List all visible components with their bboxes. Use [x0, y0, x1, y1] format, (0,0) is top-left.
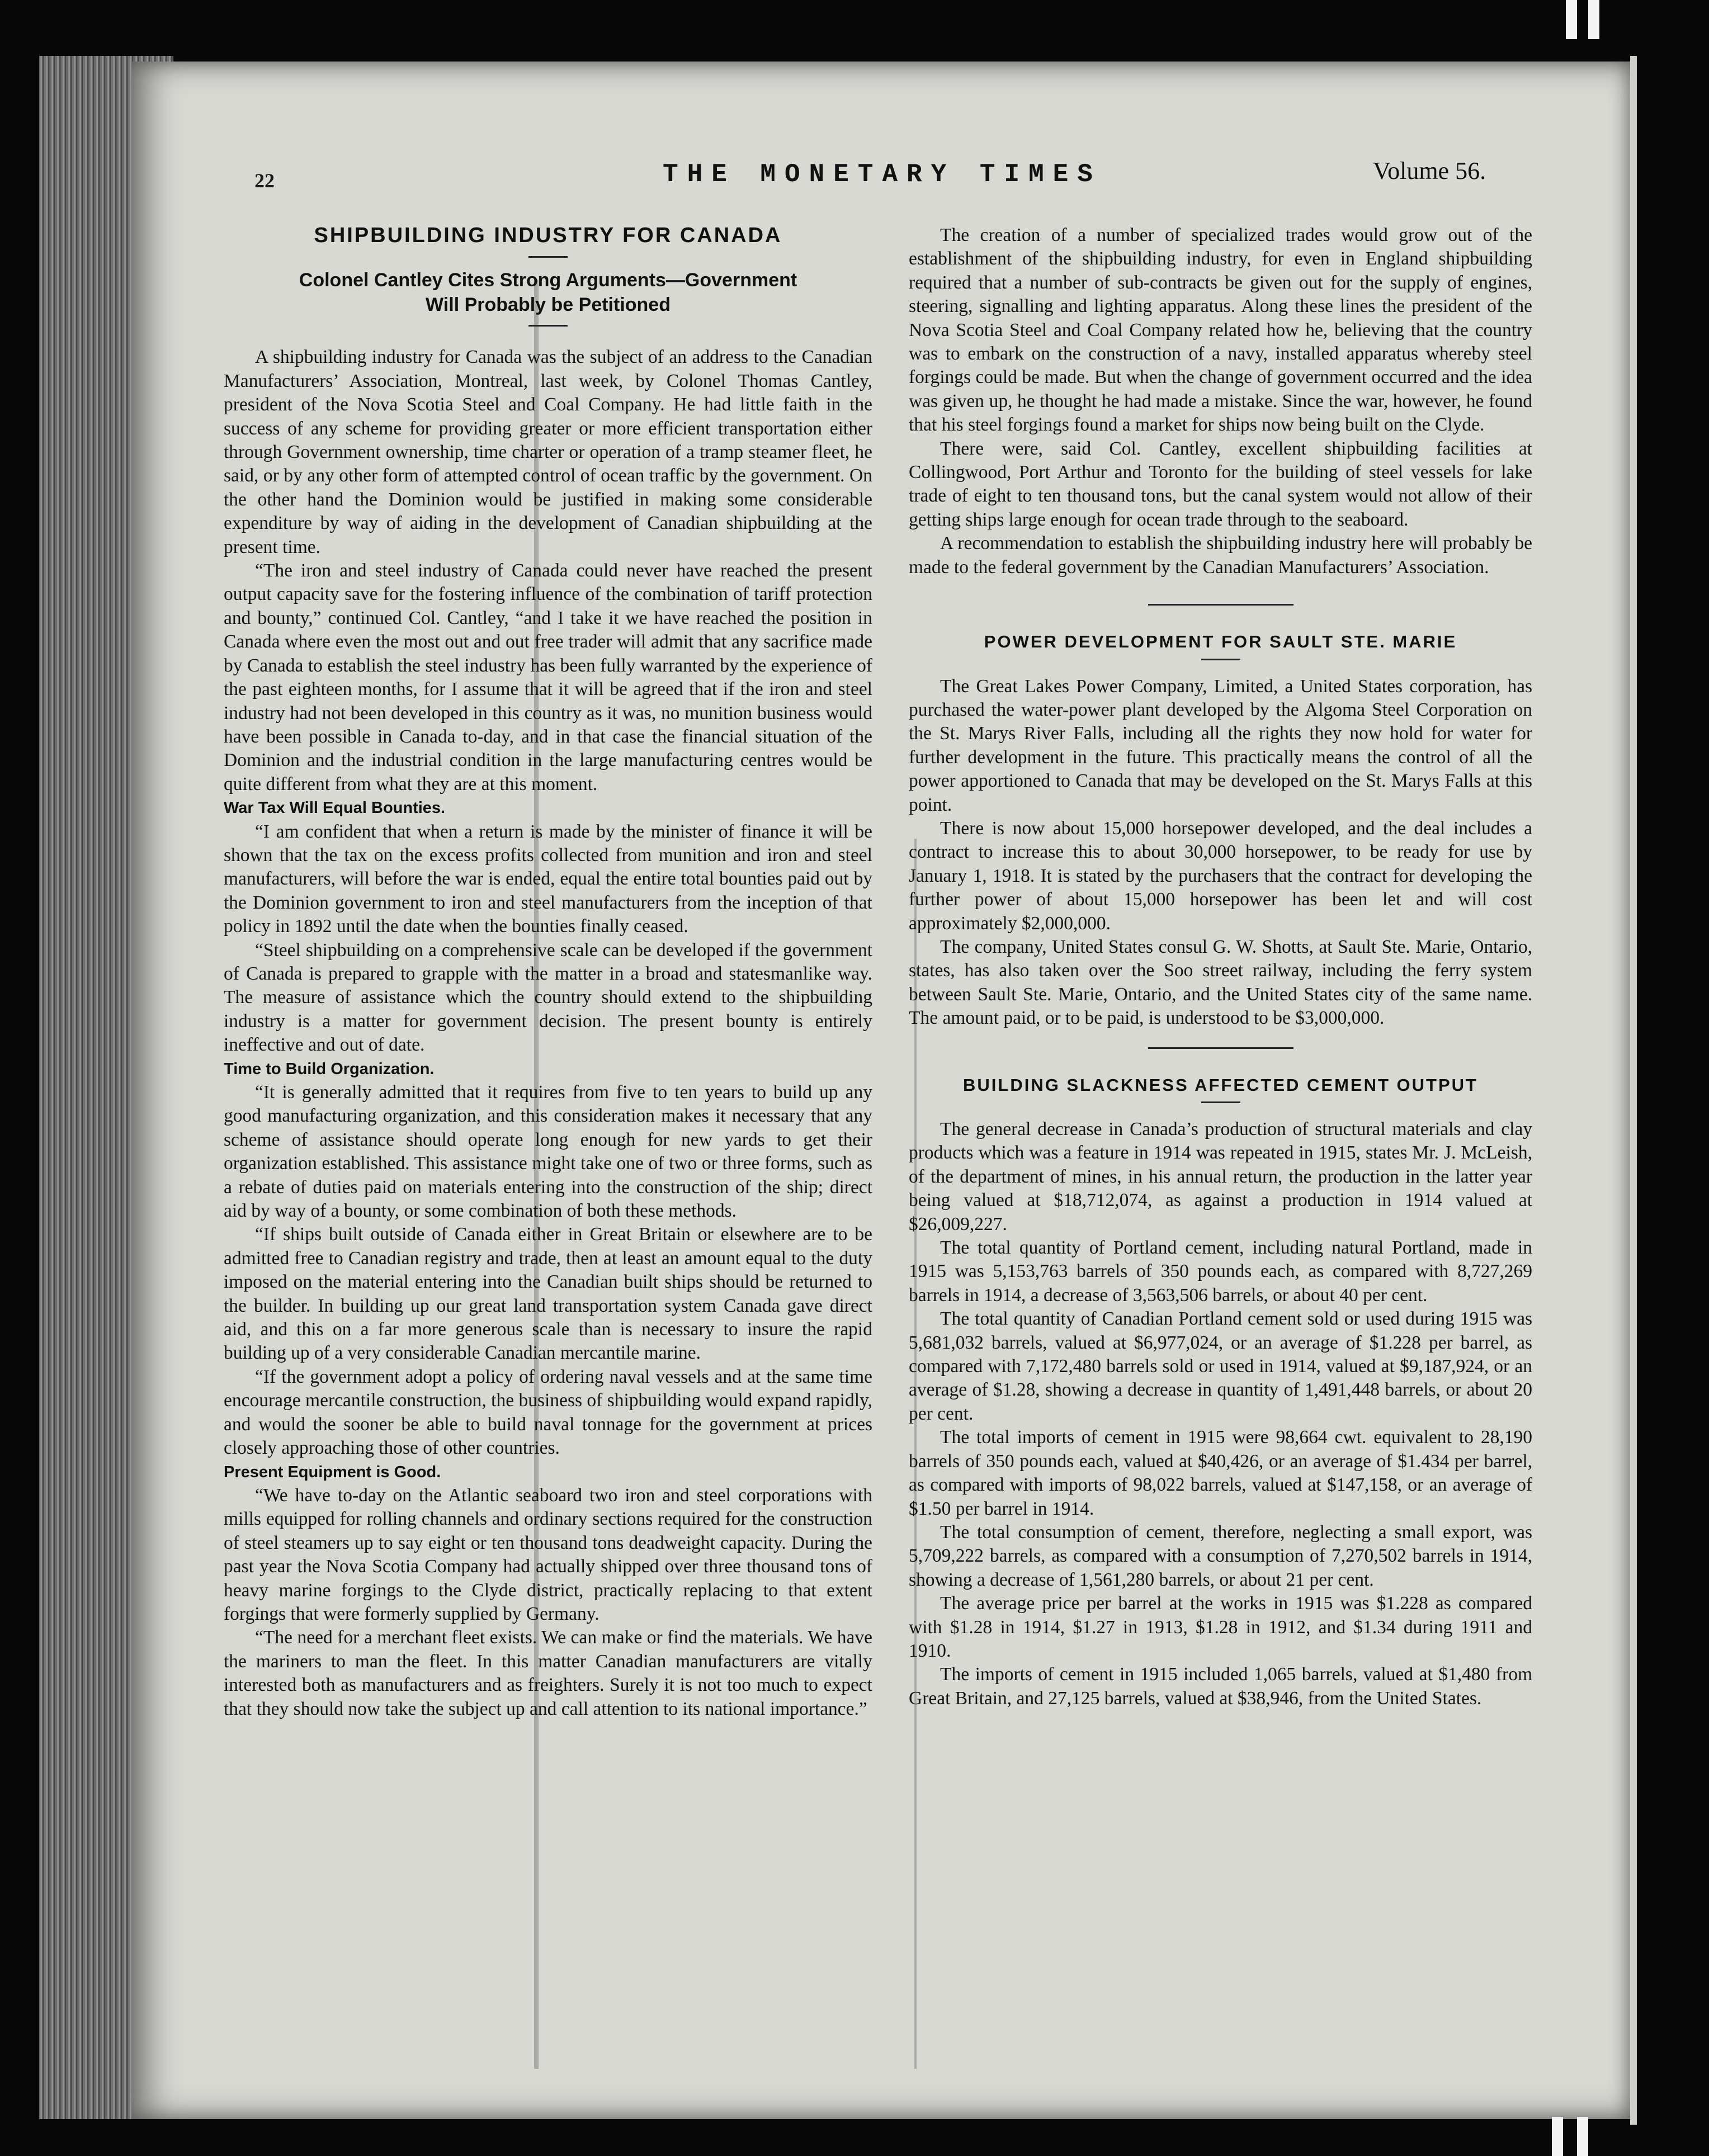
facing-page-edge	[1630, 56, 1637, 2125]
article-title: BUILDING SLACKNESS AFFECTED CEMENT OUTPUT	[963, 1075, 1478, 1095]
title-rule	[528, 256, 568, 258]
section-divider	[1148, 604, 1293, 606]
page-number: 22	[254, 169, 275, 192]
paragraph: The total quantity of Portland cement, including natural Portland, made in 1915 was 5,153,763 barrels of 350 pounds each, as compared with 8,727,269 barrels in 1914, a decrease of 3,563,506 barrels, or about 40 per cent.	[909, 1237, 1532, 1306]
journal-title: THE MONETARY TIMES	[663, 160, 1102, 189]
title-rule	[1201, 659, 1240, 660]
subtitle-rule	[528, 325, 568, 327]
paragraph: “The need for a merchant fleet exists. We can make or find the materials. We have the mariners to man the fleet. In this matter Canadian manufacturers are vitally interested both as manufacturers and as freighters. Surely it is not too much to expect that they should now take the subject up and call attention to its national importance.”	[224, 1627, 872, 1719]
film-frame-mark	[1588, 0, 1599, 39]
paragraph: “The iron and steel industry of Canada could never have reached the present output capacity save for the fostering influence of the combination of tariff protection and bounty,” continued Col. Cantley, “and I take it we have reached the position in Canada where even the most out and out free trader will admit that any sacrifice made by Canada to establish the steel industry has been fully warranted by the experience of the past eighteen months, for I assume that it will be agreed that if the iron and steel industry had not been developed in this country as it was, no munition business would have been possible in Canada to-day, and in that case the financial situation of the Dominion and the industrial condition in the large manufacturing centres would be quite different from what they are at this moment.	[224, 560, 872, 795]
section-heading: Time to Build Organization.	[224, 1060, 435, 1078]
paragraph: The imports of cement in 1915 included 1,065 barrels, valued at $1,480 from Great Britain, and 27,125 barrels, valued at $38,946, from the United States.	[909, 1664, 1532, 1709]
film-frame-mark	[1566, 0, 1577, 39]
paragraph: The company, United States consul G. W. Shotts, at Sault Ste. Marie, Ontario, states, has also taken over the Soo street railway, including the ferry system between Sault Ste. Marie, Ontario, and the United States city of the same name. The amount paid, or to be paid, is understood to be $3,000,000.	[909, 936, 1532, 1029]
section-heading: War Tax Will Equal Bounties.	[224, 799, 446, 817]
article-subtitle-line: Will Probably be Petitioned	[426, 294, 671, 316]
paragraph: “I am confident that when a return is made by the minister of finance it will be shown that the tax on the excess profits collected from munition and iron and steel manufacturers, will before the war is ended, equal the entire total bounties paid out by the Dominion government to iron and steel manufacturers from the inception of that policy in 1892 until the date when the bounties finally ceased.	[224, 821, 872, 937]
paragraph: “If ships built outside of Canada either in Great Britain or elsewhere are to be admitted free to Canadian registry and trade, then at least an amount equal to the duty imposed on the material entering into the Canadian built ships should be returned to the builder. In building up our great land transportation system Canada gave direct aid, and this on a far more generous scale than is necessary to insure the rapid building up of a very considerable Canadian mercantile marine.	[224, 1224, 872, 1364]
paragraph: “If the government adopt a policy of ordering naval vessels and at the same time encourage mercantile construction, the business of shipbuilding would expand rapidly, and would the sooner be able to build naval tonnage for the government at prices closely approaching those of other countries.	[224, 1366, 872, 1459]
article-title: SHIPBUILDING INDUSTRY FOR CANADA	[314, 224, 782, 247]
article-title: POWER DEVELOPMENT FOR SAULT STE. MARIE	[984, 632, 1457, 652]
paragraph: There is now about 15,000 horsepower developed, and the deal includes a contract to increase this to about 30,000 horsepower, to be ready for use by January 1, 1918. It is stated by the purchasers that the contract for developing the further power of about 15,000 horsepower has been let and will cost approximately $2,000,000.	[909, 817, 1532, 934]
volume-label: Volume 56.	[1373, 157, 1486, 185]
paragraph: The general decrease in Canada’s production of structural materials and clay products which was a feature in 1914 was repeated in 1915, states Mr. J. McLeish, of the department of mines, in his annual return, the production in the latter year being valued at $18,712,074, as against a production in 1914 valued at $26,009,227.	[909, 1119, 1532, 1235]
paragraph: The total quantity of Canadian Portland cement sold or used during 1915 was 5,681,032 barrels, valued at $6,977,024, or an average of $1.228 per barrel, as compared with 7,172,480 barrels sold or used in 1914, valued at $9,187,924, or an average of $1.28, showing a decrease in quantity of 1,491,448 barrels, or about 20 per cent.	[909, 1308, 1532, 1424]
paragraph: The average price per barrel at the works in 1915 was $1.228 as compared with $1.28 in 1914, $1.27 in 1913, $1.28 in 1912, and $1.34 during 1911 and 1910.	[909, 1593, 1532, 1661]
section-divider	[1148, 1047, 1293, 1049]
running-head	[0, 155, 1709, 195]
film-frame-mark	[1577, 2117, 1588, 2156]
paragraph: The total consumption of cement, therefore, neglecting a small export, was 5,709,222 barrels, as compared with a consumption of 7,270,502 barrels in 1914, showing a decrease of 1,561,280 barrels, or about 21 per cent.	[909, 1521, 1532, 1590]
paragraph: A shipbuilding industry for Canada was the subject of an address to the Canadian Manufacturers’ Association, Montreal, last week, by Colonel Thomas Cantley, president of the Nova Scotia Steel and Coal Company. He had little faith in the success of any scheme for providing greater or more efficient transportation either through Government ownership, time charter or operation of a tramp steamer fleet, he said, or by any other form of attempted control of ocean traffic by the government. On the other hand the Dominion would be justified in making some considerable expenditure by way of aiding in the development of Canadian shipbuilding at the present time.	[224, 347, 872, 557]
paragraph: The Great Lakes Power Company, Limited, a United States corporation, has purchased the water-power plant developed by the Algoma Steel Corporation on the St. Marys River Falls, including all the rights they now hold for water for further development in the future. This practically means the control of all the power apportioned to Canada that may be developed on the St. Marys Falls at this point.	[909, 675, 1532, 815]
article-subtitle-line: Colonel Cantley Cites Strong Arguments—Government	[299, 270, 797, 291]
paragraph: The creation of a number of specialized trades would grow out of the establishment of the shipbuilding industry, for even in England shipbuilding required that a number of sub-contracts be given out for the supply of engines, steering, signalling and lighting apparatus. Along these lines the president of the Nova Scotia Steel and Coal Company related how he, believing that the country was to embark on the construction of a navy, installed apparatus whereby steel forgings could be made. But when the change of government occurred and the idea was given up, he thought he had made a mistake. Since the war, however, he found that his steel forgings found a market for ships now being built on the Clyde.	[909, 225, 1532, 436]
paragraph: “It is generally admitted that it requires from five to ten years to build up any good manufacturing organization, and this consideration makes it necessary that any scheme of assistance should operate long enough for new yards to get their organization established. This assistance might take one of two or three forms, such as a rebate of duties paid on materials entering into the construction of the ship; direct aid by way of a bounty, or some combination of both these methods.	[224, 1082, 872, 1222]
paragraph: The total imports of cement in 1915 were 98,664 cwt. equivalent to 28,190 barrels of 350 pounds each, valued at $40,426, or an average of $1.434 per barrel, as compared with imports of 98,022 barrels, valued at $147,158, or an average of $1.50 per barrel in 1914.	[909, 1427, 1532, 1519]
paragraph: “Steel shipbuilding on a comprehensive scale can be developed if the government of Canada is prepared to grapple with the matter in a broad and statesmanlike way. The measure of assistance which the country should extend to the shipbuilding industry is a matter for government decision. The present bounty is entirely ineffective and out of date.	[224, 939, 872, 1056]
paragraph: There were, said Col. Cantley, excellent shipbuilding facilities at Collingwood, Port Arthur and Toronto for the building of steel vessels for lake trade of eight to ten thousand tons, but the canal system would not allow of their getting ships large enough for ocean trade through to the seaboard.	[909, 438, 1532, 530]
paragraph: A recommendation to establish the shipbuilding industry here will probably be made to the federal government by the Canadian Manufacturers’ Association.	[909, 533, 1532, 578]
left-column	[224, 224, 872, 1721]
paragraph: “We have to-day on the Atlantic seaboard two iron and steel corporations with mills equipped for rolling channels and ordinary sections required for the construction of steel steamers up to say eight or ten thousand tons deadweight capacity. During the past year the Nova Scotia Company had actually shipped over three thousand tons of heavy marine forgings to the Clyde district, practically replacing to that extent forgings that were formerly supplied by Germany.	[224, 1484, 872, 1624]
right-column	[909, 224, 1532, 1710]
section-heading: Present Equipment is Good.	[224, 1463, 441, 1481]
title-rule	[1201, 1101, 1240, 1103]
film-frame-mark	[1552, 2117, 1563, 2156]
